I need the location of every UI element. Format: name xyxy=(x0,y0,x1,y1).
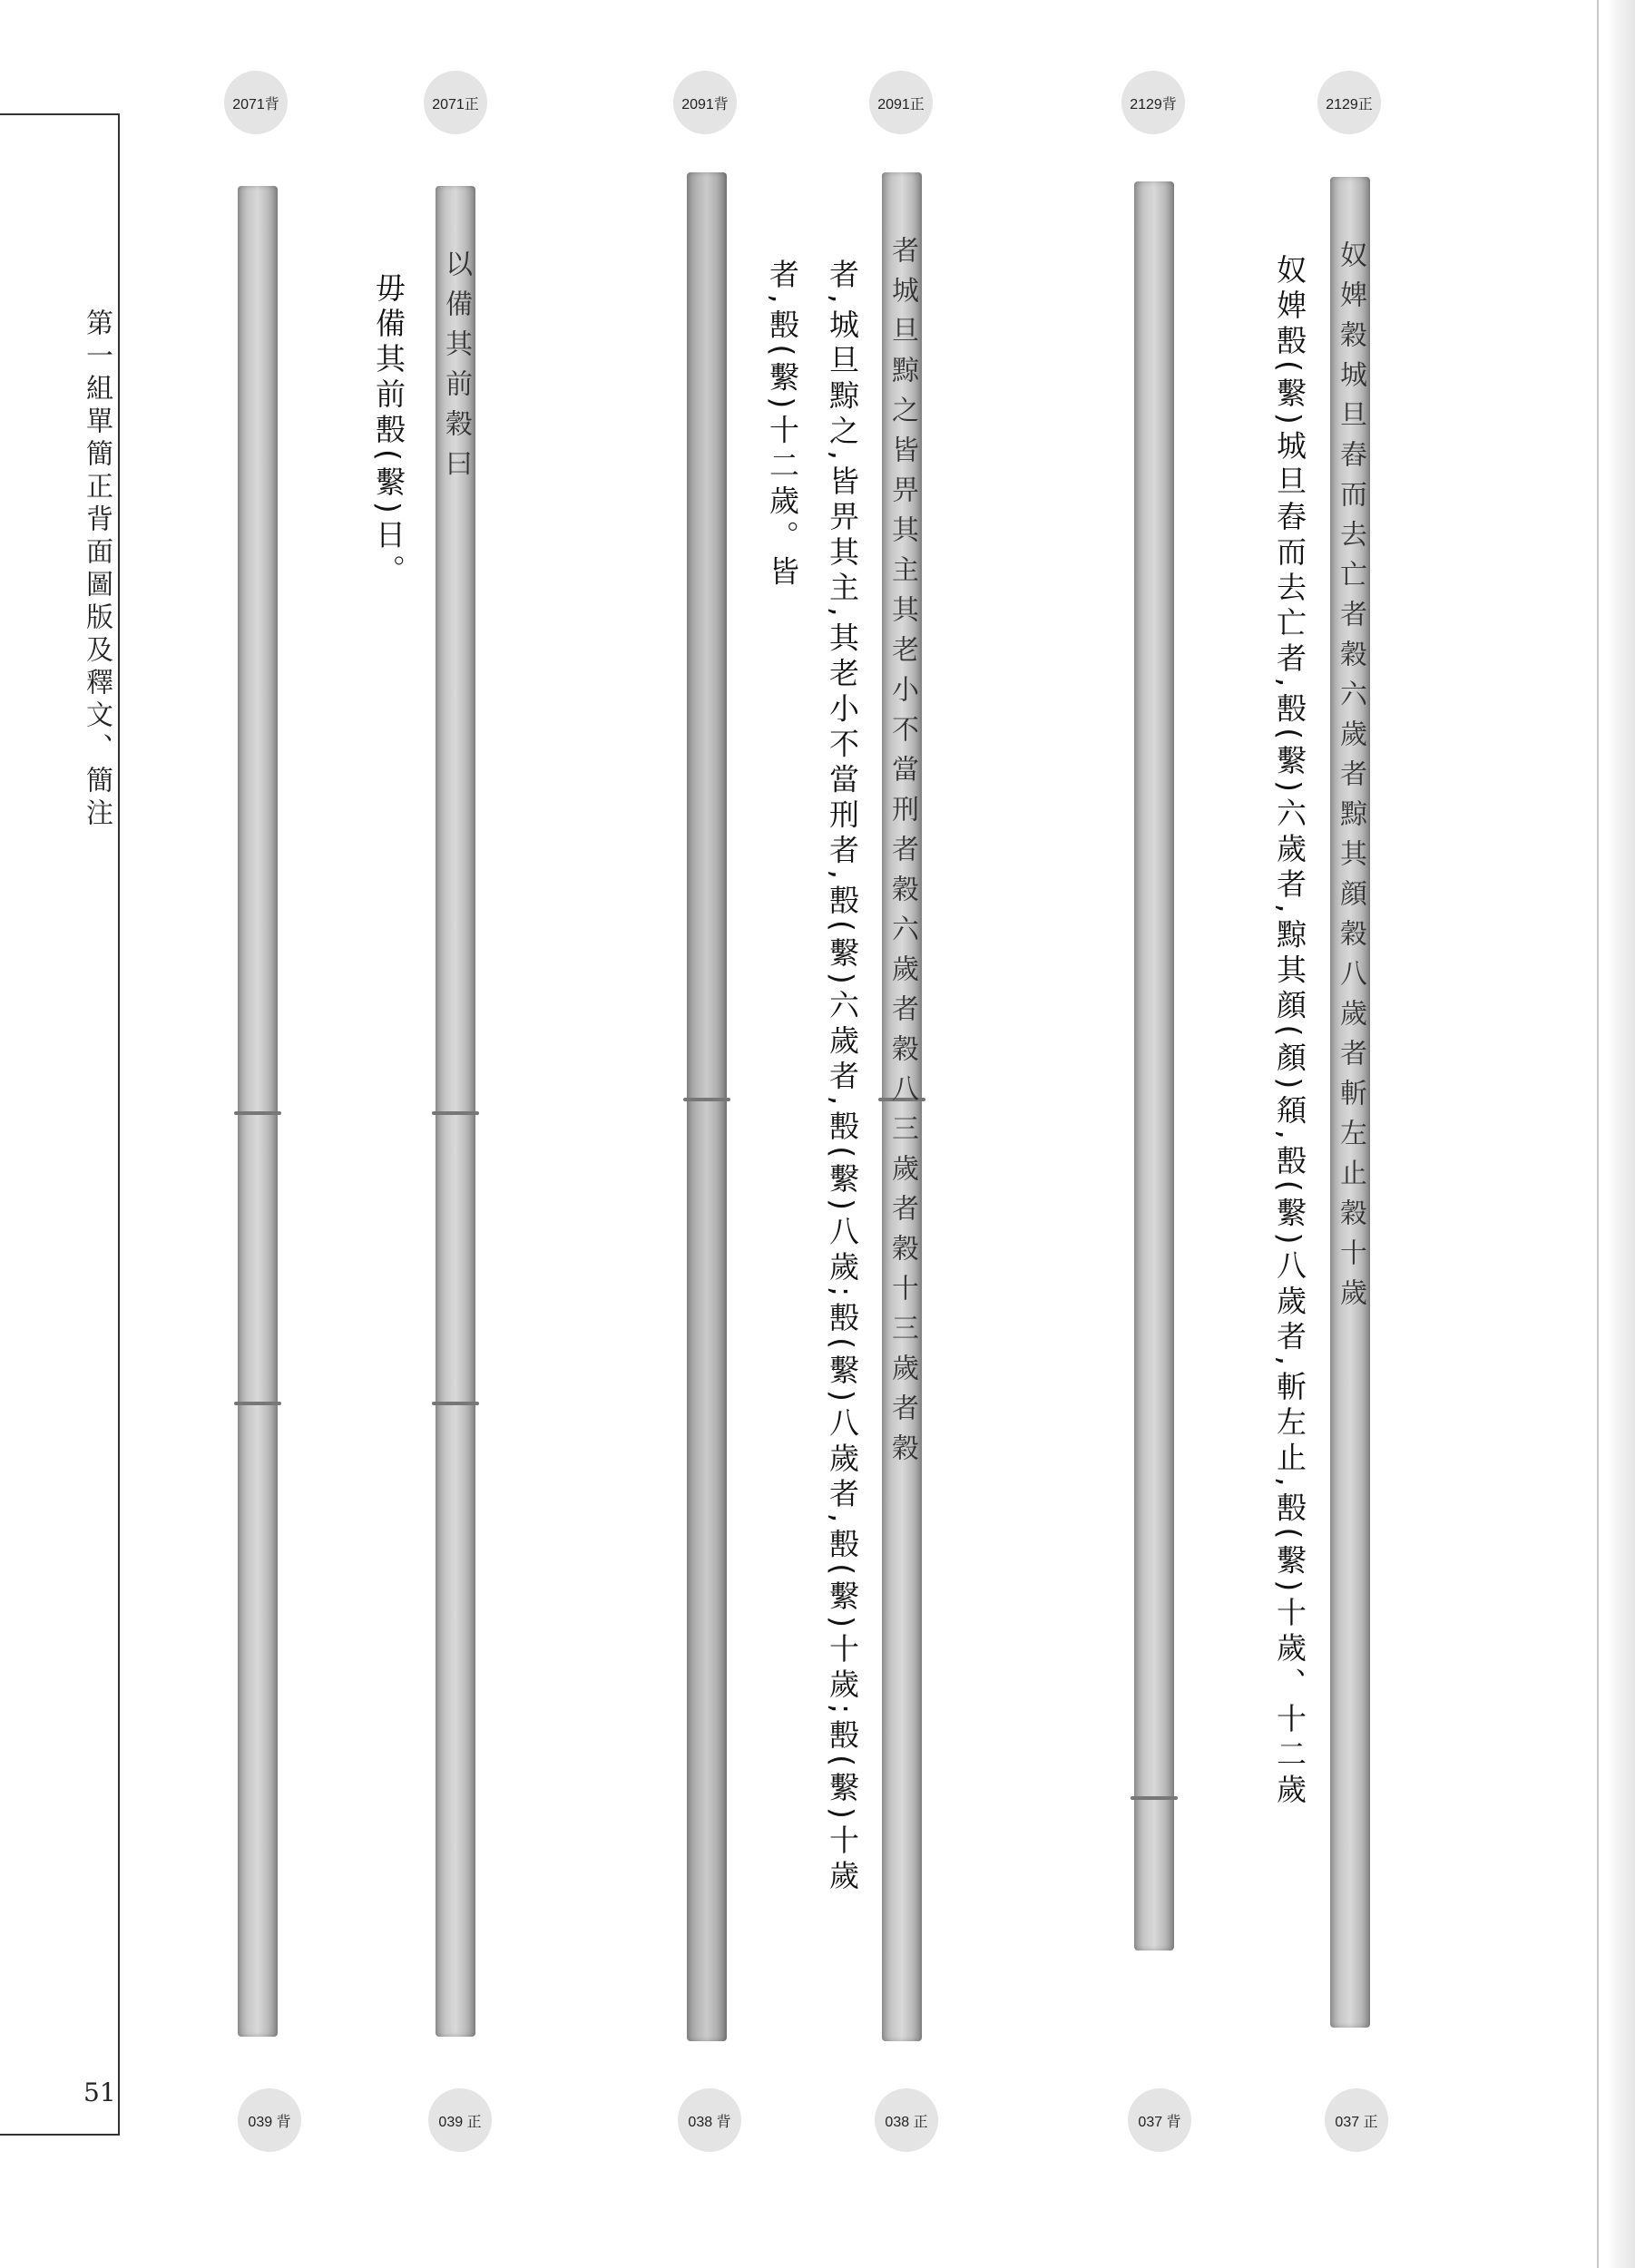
slip-break xyxy=(432,1111,479,1115)
slip-number-038-front: 038 正 xyxy=(875,2088,938,2152)
page-edge-shadow xyxy=(1608,0,1635,2268)
slip-label-2091-back: 2091背 xyxy=(673,71,737,134)
slip-break xyxy=(234,1111,281,1115)
slip-number-037-back: 037 背 xyxy=(1128,2088,1191,2152)
slip-037-back xyxy=(1134,181,1174,1950)
slip-label-2091-front: 2091正 xyxy=(869,71,933,134)
slip-label-2129-front: 2129正 xyxy=(1317,71,1381,134)
slip-number-037-front: 037 正 xyxy=(1325,2088,1388,2152)
section-title: 第一組單簡正背面圖版及釋文、簡注 xyxy=(81,308,113,831)
slip-script: 者城旦黥之皆畀其主其老小不當刑者穀六歲者穀八三歲者穀十三歲者穀 xyxy=(886,236,918,1473)
page-edge-line xyxy=(1597,0,1599,2268)
slip-break xyxy=(683,1098,730,1101)
slip-break xyxy=(234,1402,281,1405)
slip-script: 以備其前穀曰 xyxy=(440,249,472,489)
transcription-039: 毋備其前毄(繫)日。 xyxy=(371,272,406,590)
slip-break xyxy=(432,1402,479,1405)
slip-039-back xyxy=(238,186,278,2037)
slip-script: 奴婢穀城旦舂而去亡者穀六歲者黥其顔穀八歲者斬左止穀十歲 xyxy=(1335,240,1366,1318)
slip-label-2071-front: 2071正 xyxy=(424,71,487,134)
slip-number-039-front: 039 正 xyxy=(428,2088,492,2152)
transcription-038-line-2: 者,毄(繫)十二歲。皆 xyxy=(765,259,800,591)
slip-label-2129-back: 2129背 xyxy=(1121,71,1185,134)
slip-number-038-back: 038 背 xyxy=(678,2088,741,2152)
page-number: 51 xyxy=(83,2077,116,2107)
slip-number-039-back: 039 背 xyxy=(238,2088,301,2152)
slip-037-front xyxy=(1330,177,1370,2028)
slip-038-back xyxy=(687,172,727,2041)
slip-038-front xyxy=(882,172,922,2041)
transcription-038-line-1: 者,城旦黥之,皆畀其主,其老小不當刑者,毄(繫)六歲者,毄(繫)八歲;毄(繫)八歲者,毄(繫)十歲;毄(繫)十歲 xyxy=(825,259,860,1895)
slip-break xyxy=(1131,1796,1178,1800)
transcription-037: 奴婢毄(繫)城旦舂而去亡者,毄(繫)六歲者,黥其顔(顏)頯,毄(繫)八歲者,斬左止,毄(繫)十歲、十二歲 xyxy=(1272,254,1307,1810)
slip-label-2071-back: 2071背 xyxy=(224,71,288,134)
slip-039-front xyxy=(436,186,475,2037)
